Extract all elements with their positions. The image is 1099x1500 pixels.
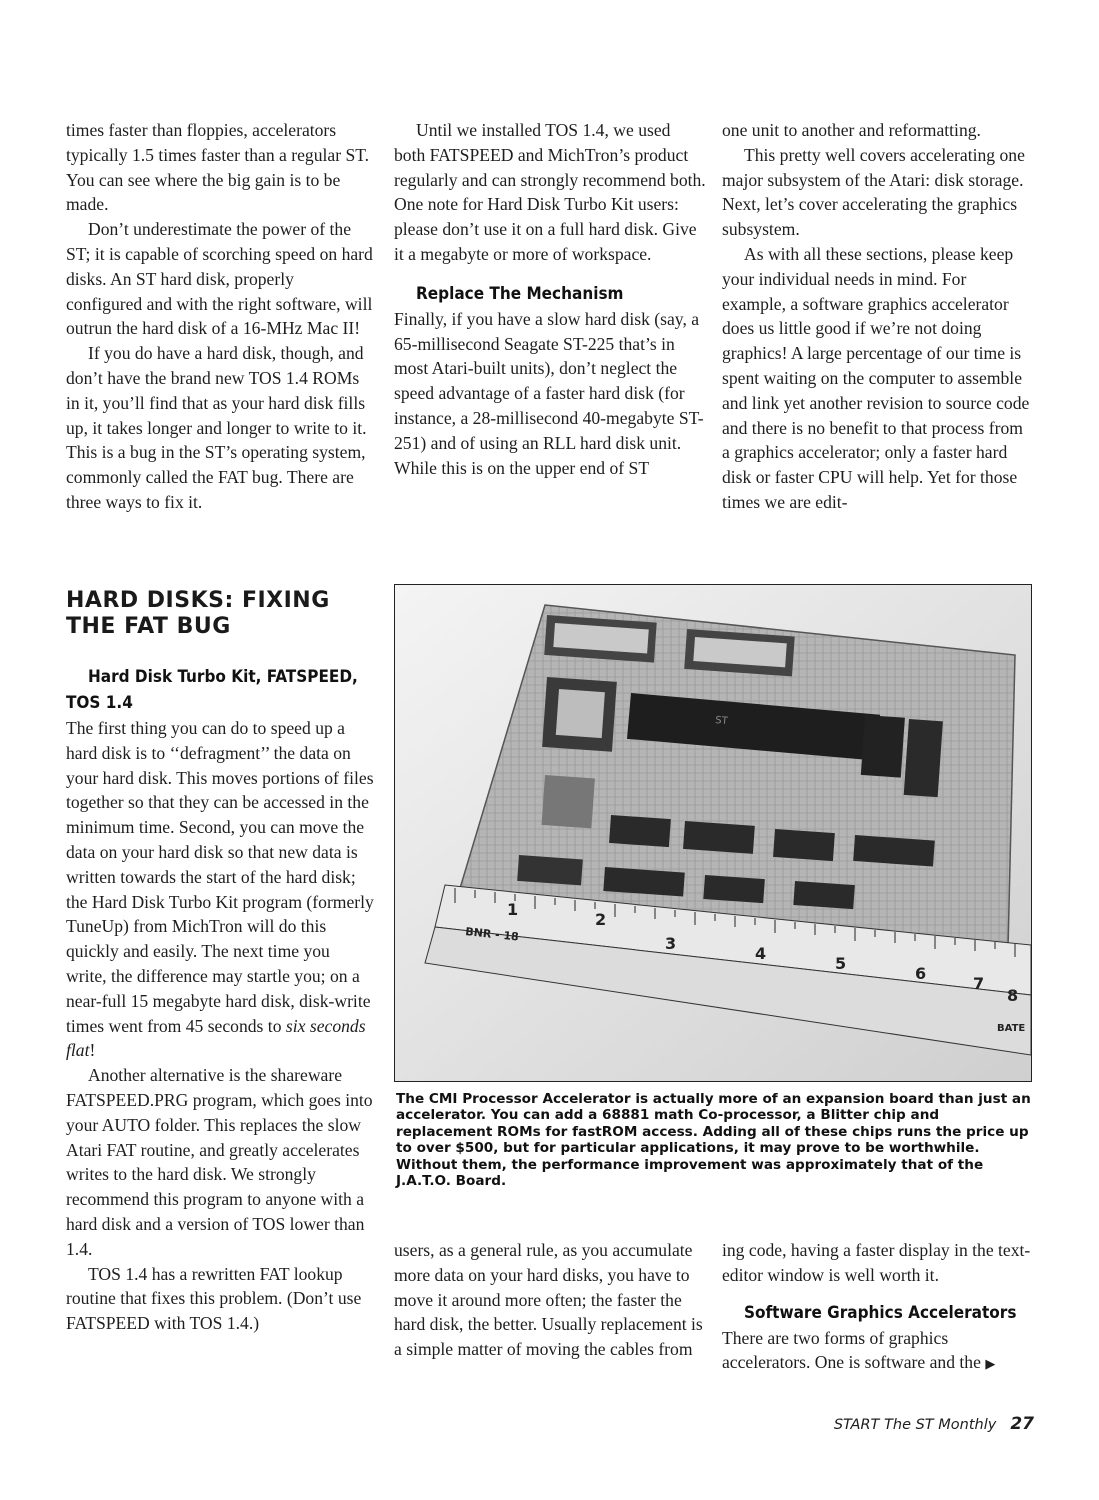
ic-chip bbox=[683, 821, 755, 854]
ruler-number: 1 bbox=[507, 900, 519, 919]
ruler-number: 4 bbox=[755, 944, 767, 963]
ruler-number: 3 bbox=[665, 934, 677, 953]
ruler-number: 2 bbox=[595, 910, 607, 929]
section-heading: HARD DISKS: FIXING THE FAT BUG bbox=[66, 588, 330, 639]
page-number: 27 bbox=[1010, 1414, 1034, 1434]
ic-chip bbox=[904, 719, 943, 797]
svg-text:ST: ST bbox=[714, 715, 729, 728]
paragraph: Finally, if you have a slow hard disk (say, a 65-millisecond Seagate ST-225 that’s in most Atari-built units), don’t neglect the speed advantage of a faster hard disk (for instance, a 28-millisecond 40-megabyte ST-251) and of using an RLL hard disk unit. While this is on the upper end of ST bbox=[394, 308, 704, 478]
paragraph bbox=[66, 716, 374, 1063]
ruler-label: BNR - 18 bbox=[464, 925, 520, 944]
ruler-number: 8 bbox=[1007, 986, 1019, 1005]
photo-caption: The CMI Processor Accelerator is actually more of an expansion board than just an accelerator. You can add a 68881 math Co-processor, a Blitter chip and replacement ROMs for fastROM access. Adding all of these chips runs the price up to over $500, but for particular applications, it may prove to be worthwhile. Without them, the performance improvement was approximately that of the J.A.T.O. Board. bbox=[396, 1091, 1031, 1190]
ic-chip bbox=[853, 835, 935, 867]
magazine-name: START The ST Monthly bbox=[833, 1417, 997, 1433]
subheading: Replace The Mechanism bbox=[416, 283, 624, 304]
ic-chip bbox=[517, 855, 583, 885]
subheading: Software Graphics Accelerators bbox=[744, 1302, 1017, 1323]
circuit-board-illustration bbox=[395, 585, 1031, 1081]
paragraph: If you do have a hard disk, though, and don’t have the brand new TOS 1.4 ROMs in it, you’ll find that as your hard disk fills up, it takes longer and longer to write to it. This is a bug in the ST’s operating system, commonly called the FAT bug. There are three ways to fix it. bbox=[66, 343, 367, 512]
column-3-lower bbox=[722, 1238, 1034, 1377]
continue-arrow-icon: ▶ bbox=[985, 1356, 996, 1372]
subheading: Hard Disk Turbo Kit, FATSPEED, TOS 1.4 bbox=[66, 667, 358, 713]
emphasis-text: six seconds flat bbox=[66, 1015, 366, 1061]
paragraph: ing code, having a faster display in the text-editor window is well worth it. bbox=[722, 1240, 1031, 1285]
column-3-upper bbox=[722, 118, 1034, 515]
ic-chip bbox=[773, 829, 835, 861]
column-1-lower bbox=[66, 664, 374, 1336]
paragraph-text: ! bbox=[89, 1040, 96, 1061]
paragraph: times faster than floppies, accelerators typically 1.5 times faster than a regular ST. You can see where the big gain is to be made. bbox=[66, 120, 370, 215]
paragraph: Until we installed TOS 1.4, we used both FATSPEED and MichTron’s product regularly and can strongly recommend both. One note for Hard Disk Turbo Kit users: please don’t use it on a full hard disk. Give it a megabyte or more of workspace. bbox=[394, 120, 706, 264]
pin-grid bbox=[542, 775, 595, 828]
paragraph: Don’t underestimate the power of the ST; it is capable of scorching speed on hard disks. An ST hard disk, properly configured and with the right software, will outrun the hard disk of a 16-MHz Mac II! bbox=[66, 219, 373, 339]
paragraph-text: The first thing you can do to speed up a hard disk is to ‘‘defragment’’ the data on your hard disk. This moves portions of files together so that they can be accessed in the minimum time. Second, you can move the data on your hard disk so that new data is written towards the start of the hard disk; the Hard Disk Turbo Kit program (formerly TuneUp) from MichTron will do this quickly and easily. The next time you write, the difference may startle you; on a near-full 15 megabyte hard disk, disk-write times went from 45 seconds to bbox=[66, 718, 374, 1036]
ic-chip bbox=[703, 875, 765, 903]
paragraph-text: There are two forms of graphics accelerators. One is software and the bbox=[722, 1327, 981, 1373]
column-2-lower bbox=[394, 1238, 706, 1362]
column-2-upper bbox=[394, 118, 706, 480]
page-footer bbox=[826, 1414, 1034, 1434]
ic-chip bbox=[861, 715, 905, 778]
paragraph: This pretty well covers accelerating one major subsystem of the Atari: disk storage. Next, let’s cover accelerating the graphics subsystem. bbox=[722, 144, 1025, 240]
circuit-board-photo bbox=[394, 584, 1032, 1082]
column-1-upper bbox=[66, 118, 374, 515]
paragraph: As with all these sections, please keep your individual needs in mind. For example, a software graphics accelerator does us little good if we’re not doing graphics! A large percentage of our time is spent waiting on the computer to assemble and link yet another revision to source code and there is no benefit to that process from a graphics accelerator; only a faster hard disk or faster CPU will help. Yet for those times we are edit- bbox=[722, 243, 1030, 512]
ic-chip bbox=[793, 881, 855, 909]
paragraph bbox=[722, 1326, 1034, 1378]
paragraph: one unit to another and reformatting. bbox=[722, 120, 981, 140]
ruler-number: 7 bbox=[973, 974, 985, 993]
paragraph: TOS 1.4 has a rewritten FAT lookup routine that fixes this problem. (Don’t use FATSPEED with TOS 1.4.) bbox=[66, 1263, 362, 1334]
ic-chip bbox=[609, 815, 671, 847]
paragraph: users, as a general rule, as you accumulate more data on your hard disks, you have to move it around more often; the faster the hard disk, the better. Usually replacement is a simple matter of moving the cables from bbox=[394, 1240, 703, 1360]
paragraph: Another alternative is the shareware FATSPEED.PRG program, which goes into your AUTO folder. This replaces the slow Atari FAT routine, and greatly accelerates writes to the hard disk. We strongly recommend this program to anyone with a hard disk and a version of TOS lower than 1.4. bbox=[66, 1065, 373, 1259]
ruler-label: BATE bbox=[997, 1023, 1026, 1034]
ruler-number: 6 bbox=[915, 964, 927, 983]
ruler-number: 5 bbox=[835, 954, 847, 973]
